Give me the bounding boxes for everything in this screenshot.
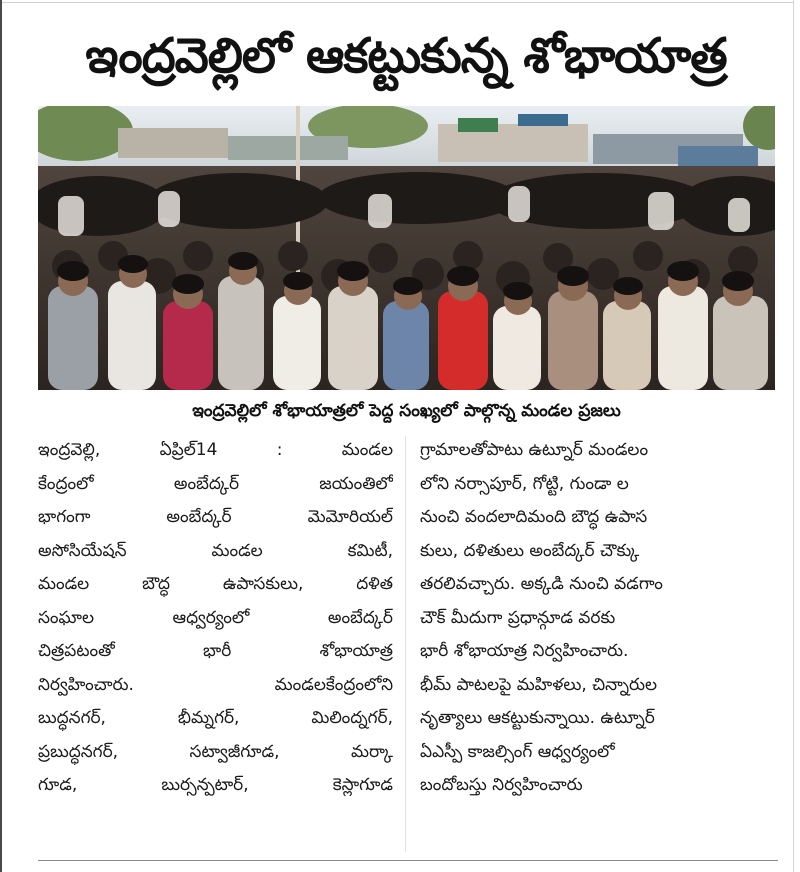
body-line: ప్రబుద్ధనగర్, సట్వాజీగూడ, మర్కా xyxy=(38,741,393,762)
page-right-border xyxy=(793,0,794,872)
body-line: అసోసియేషన్ మండల కమిటీ, xyxy=(38,540,393,561)
body-line: నిర్వహించారు. మండలకేంద్రంలోని xyxy=(38,674,393,695)
article-column-right xyxy=(420,434,775,803)
body-line: చిత్రపటంతో భారీ శోభాయాత్ర xyxy=(38,641,393,661)
body-line: చౌక్ మీదుగా ప్రధాన్గూడ వరకు xyxy=(420,607,616,628)
body-line: కేంద్రంలో అంబేద్కర్ జయంతిలో xyxy=(38,473,393,494)
body-line: కులు, దళితులు అంబేద్కర్ చౌక్కు xyxy=(420,540,640,561)
body-line: నృత్యాలు ఆకట్టుకున్నాయి. ఉట్నూర్ xyxy=(420,708,655,728)
body-line: గూడ, బుర్సన్పటార్, కెస్లాగూడ xyxy=(38,775,393,795)
body-line: ఏఎస్పీ కాజల్సింగ్ ఆధ్వర్యంలో xyxy=(420,741,615,762)
body-line: భారీ శోభాయాత్ర నిర్వహించారు. xyxy=(420,641,629,661)
body-line: తరలివచ్చారు. అక్కడి నుంచి వడగాం xyxy=(420,574,663,594)
article-column-left xyxy=(38,434,393,803)
top-rule xyxy=(2,2,793,3)
article-headline: ఇంద్రవెల్లిలో ఆకట్టుకున్న శోభాయాత్ర xyxy=(85,28,727,84)
body-line: లోని నర్సాపూర్, గోట్టి, గుండా ల xyxy=(420,473,629,494)
body-line: బందోబస్తు నిర్వహించారు xyxy=(420,775,583,795)
body-line: నుంచి వందలాదిమంది బౌద్ధ ఉపాస xyxy=(420,507,648,527)
body-line: భీమ్ పాటలపై మహిళలు, చిన్నారుల xyxy=(420,674,658,695)
crowd-photo xyxy=(38,106,775,390)
photo-caption: ఇంద్రవెల్లిలో శోభాయాత్రలో పెద్ద సంఖ్యలో పాల్గొన్న మండల ప్రజలు xyxy=(192,401,621,421)
page-left-border xyxy=(0,0,2,872)
body-line: ఇంద్రవెల్లి, ఏప్రిల్14 : మండల xyxy=(38,440,393,460)
body-line: బుద్ధనగర్, భీమ్నగర్, మిలింద్నగర్, xyxy=(38,708,393,728)
body-line: గ్రామాలతోపాటు ఉట్నూర్ మండలం xyxy=(420,440,649,460)
body-line: భాగంగా అంబేద్కర్ మెమోరియల్ xyxy=(38,507,393,527)
body-line: మండల బౌద్ధ ఉపాసకులు, దళిత xyxy=(38,574,393,594)
body-line: సంఘాల ఆధ్వర్యంలో అంబేద్కర్ xyxy=(38,607,393,628)
column-divider xyxy=(405,436,406,852)
bottom-rule xyxy=(38,860,778,861)
